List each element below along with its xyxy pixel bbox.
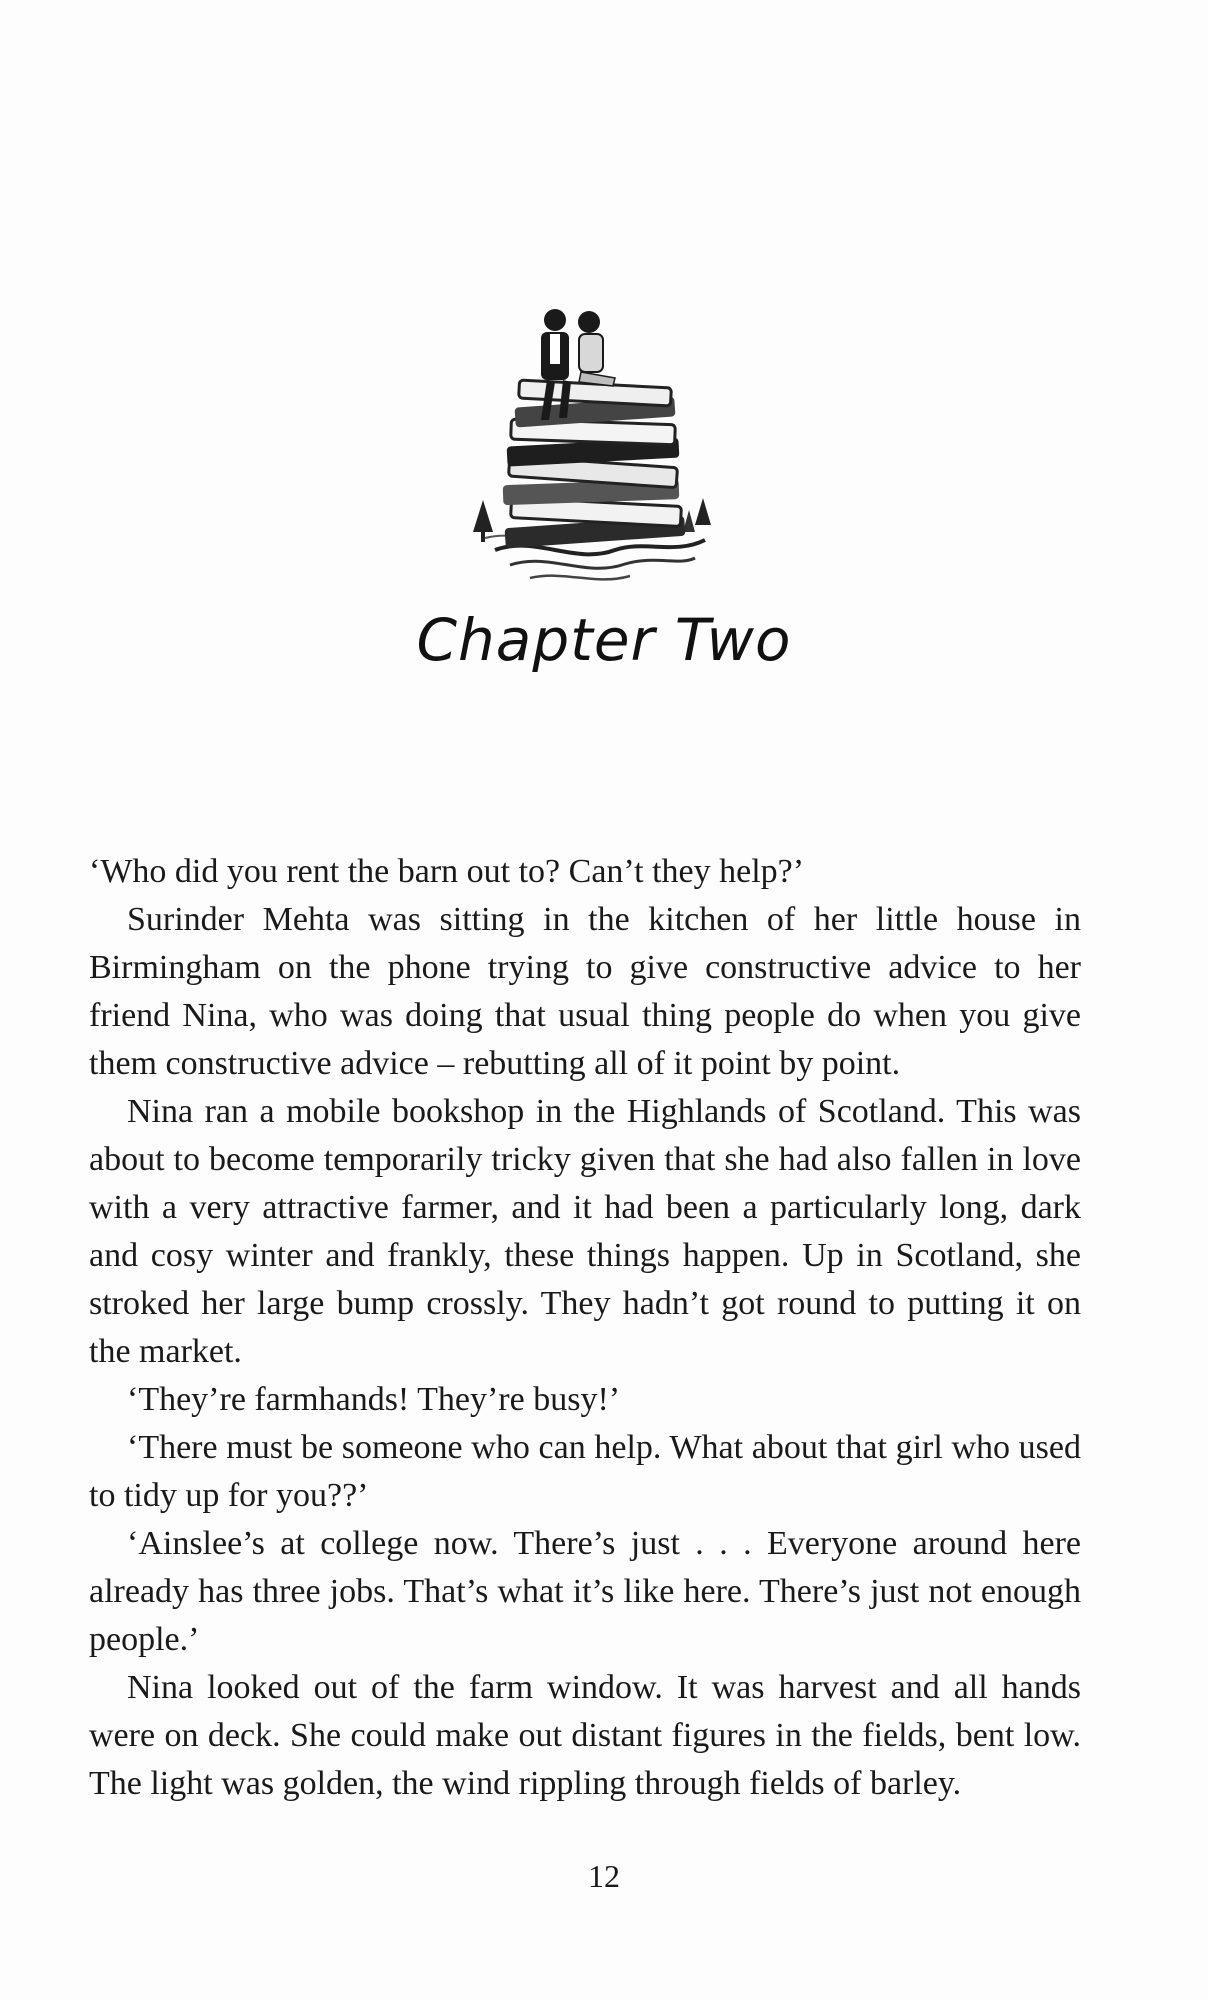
paragraph: ‘They’re farmhands! They’re busy!’ <box>127 1381 621 1418</box>
paragraph: Nina ran a mobile bookshop in the Highlands of Scotland. This was about to become temporarily tricky given that she had also fallen in love with a very attractive farmer, and it had been a particularly long, dark and cosy winter and frankly, these things happen. Up in Scotland, she stroked her large bump crossly. They hadn’t got round to putting it on the market. <box>89 1093 1081 1370</box>
chapter-body <box>89 848 1081 1808</box>
couple-on-books-illustration <box>455 300 735 595</box>
paragraph: ‘There must be someone who can help. What about that girl who used to tidy up for you??’ <box>89 1429 1081 1514</box>
chapter-title: Chapter Two <box>416 606 792 674</box>
paragraph: ‘Ainslee’s at college now. There’s just . . . Everyone around here already has three jobs. That’s what it’s like here. There’s just not enough people.’ <box>89 1525 1081 1658</box>
paragraph: Surinder Mehta was sitting in the kitchen of her little house in Birmingham on the phone trying to give constructive advice to her friend Nina, who was doing that usual thing people do when you give them constructive advice – rebutting all of it point by point. <box>89 901 1081 1082</box>
paragraph: ‘Who did you rent the barn out to? Can’t they help?’ <box>89 853 805 890</box>
page-number: 12 <box>588 1858 620 1894</box>
paragraph: Nina looked out of the farm window. It was harvest and all hands were on deck. She could make out distant figures in the fields, bent low. The light was golden, the wind rippling through fields of barley. <box>89 1669 1081 1802</box>
